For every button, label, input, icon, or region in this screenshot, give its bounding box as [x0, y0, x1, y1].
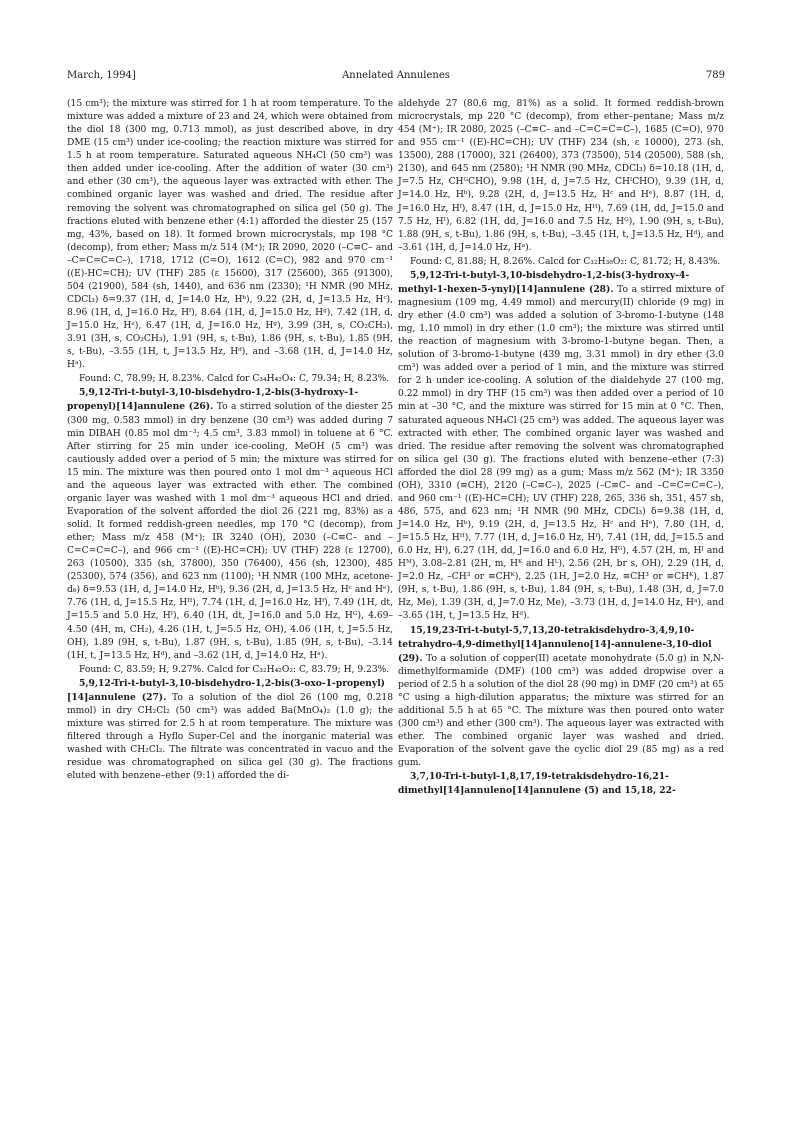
compound-heading: 5,9,12-Tri-t-butyl-3,10-bisdehydro-1,2-bis(3-oxo-1-propenyl)[14]annulene (27).	[67, 677, 385, 703]
compound-heading: 5,9,12-Tri-t-butyl-3,10-bisdehydro-1,2-bis(3-hydroxy-4-methyl-1-hexen-5-ynyl)[14]annulene (28).	[398, 269, 690, 295]
right-column	[398, 97, 724, 798]
paragraph	[398, 97, 724, 255]
paragraph-text: (15 cm³); the mixture was stirred for 1 h at room temperature. To the mixture was added a mixture of 23 and 24, which were obtained from the diol 18 (300 mg, 0.713 mmol), as just described above, in dry DME (15 cm³) under ice-cooling; the reaction mixture was stirred for 1.5 h at room temperature. Saturated aqueous NH₄Cl (50 cm³) was then added under ice-cooling. After the addition of water (30 cm³) and ether (30 cm³), the aqueous layer was extracted with ether. The combined organic layer was washed and dried. The residue after removing the solvent was chromatographed on silica gel (50 g). The fractions eluted with benzene ether (4:1) afforded the diester 25 (157 mg, 43%, based on 18). It formed brown microcrystals, mp 198 °C (decomp), from ether; Mass m/z 514 (M⁺); IR 2090, 2020 (–C≡C– and –C=C=C=C–), 1718, 1712 (C=O), 1612 (C=C), 982 and 970 cm⁻¹ ((E)-HC=CH); UV (THF) 285 (ε 15600), 317 (25600), 365 (91300), 504 (21900), 584 (sh, 1440), and 636 nm (2330); ¹H NMR (90 MHz, CDCl₃) δ=9.37 (1H, d, J=14.0 Hz, Hᵇ), 9.22 (2H, d, J=13.5 Hz, Hᶜ), 8.96 (1H, d, J=16.0 Hz, Hᶠ), 8.64 (1H, d, J=15.0 Hz, Hᵍ), 7.42 (1H, d, J=15.0 Hz, Hᵉ), 6.47 (1H, d, J=16.0 Hz, Hᵍ), 3.99 (3H, s, CO₂CH₃), 3.91 (3H, s, CO₂CH₃), 1.91 (9H, s, t-Bu), 1.86 (9H, s, t-Bu), 1.85 (9H, s, t-Bu), –3.55 (1H, t, J=13.5 Hz, Hᵈ), and –3.68 (1H, d, J=14.0 Hz, Hᵃ).	[67, 99, 393, 371]
paragraph-text: To a stirred solution of the diester 25 (300 mg, 0.583 mmol) in dry benzene (30 cm³) was added during 7 min DIBAH (0.85 mol dm⁻³; 4.5 cm³, 3.83 mmol) in toluene at 6 °C. After stirring for 25 min under ice-cooling, MeOH (5 cm³) was cautiously added over a period of 5 min; the mixture was stirred for 15 min. The mixture was then poured onto 1 mol dm⁻³ aqueous HCl and the aqueous layer was extracted with ether. The combined organic layer was washed with 1 mol dm⁻³ aqueous HCl and dried. Evaporation of the solvent afforded the diol 26 (221 mg, 83%) as a solid. It formed reddish-green needles, mp 170 °C (decomp), from ether; Mass m/z 458 (M⁺); IR 3240 (OH), 2030 (–C≡C– and –C=C=C=C–), and 966 cm⁻¹ ((E)-HC=CH); UV (THF) 228 (ε 12700), 263 (10500), 335 (sh, 37800), 350 (76400), 456 (sh, 12300), 485 (25300), 574 (356), and 623 nm (1100); ¹H NMR (100 MHz, acetone-d₆) δ=9.53 (1H, d, J=14.0 Hz, Hᵇ), 9.36 (2H, d, J=13.5 Hz, Hᶜ and Hᵉ), 7.76 (1H, d, J=15.5 Hz, Hᴴ), 7.74 (1H, d, J=16.0 Hz, Hᶠ), 7.49 (1H, dt, J=15.5 and 5.0 Hz, Hᴵ), 6.40 (1H, dt, J=16.0 and 5.0 Hz, Hᴳ), 4.69–4.50 (4H, m, CH₂), 4.26 (1H, t, J=5.5 Hz, OH), 4.06 (1H, t, J=5.5 Hz, OH), 1.89 (9H, s, t-Bu), 1.87 (9H, s, t-Bu), 1.85 (9H, s, t-Bu), –3.14 (1H, t, J=13.5 Hz, Hᵈ), and –3.62 (1H, d, J=14.0 Hz, Hᵃ).	[67, 402, 393, 661]
left-column	[67, 97, 393, 783]
paragraph	[67, 386, 393, 662]
paragraph	[67, 677, 393, 784]
compound-heading: 5,9,12-Tri-t-butyl-3,10-bisdehydro-1,2-bis(3-hydroxy-1-propenyl)[14]annulene (26).	[67, 387, 359, 413]
paragraph-text: To a solution of copper(II) acetate monohydrate (5.0 g) in N,N-dimethylformamide (DMF) (100 cm³) was added dropwise over a period of 2.5 h a solution of the diol 28 (90 mg) in DMF (20 cm³) at 65 °C using a high-dilution apparatus; the mixture was stirred for an additional 5.5 h at 65 °C. The mixture was then poured onto water (300 cm³) and ether (300 cm³). The aqueous layer was extracted with ether. The combined organic layer was washed and dried. Evaporation of the solvent gave the cyclic diol 29 (85 mg) as a red gum.	[398, 653, 724, 769]
paragraph-text: Found: C, 81.88; H, 8.26%. Calcd for C₃₂H₃₈O₂: C, 81.72; H, 8.43%.	[410, 256, 721, 267]
paragraph-text: Found: C, 78.99; H, 8.23%. Calcd for C₃₄H₄₂O₄: C, 79.34; H, 8.23%.	[79, 374, 390, 385]
paragraph-text: aldehyde 27 (80.6 mg, 81%) as a solid. It formed reddish-brown microcrystals, mp 220 °C (decomp), from ether–pentane; Mass m/z 454 (M⁺); IR 2080, 2025 (–C≡C– and –C=C=C=C–), 1685 (C=O), 970 and 955 cm⁻¹ ((E)-HC=CH); UV (THF) 234 (sh, ε 10000), 273 (sh, 13500), 288 (17000), 321 (26400), 373 (73500), 514 (20500), 588 (sh, 2130), and 645 nm (2580); ¹H NMR (90 MHz, CDCl₃) δ=10.18 (1H, d, J=7.5 Hz, CHᴳCHO), 9.98 (1H, d, J=7.5 Hz, CHᴵCHO), 9.39 (1H, d, J=14.0 Hz, Hᵇ), 9.28 (2H, d, J=13.5 Hz, Hᶜ and Hᵉ), 8.87 (1H, d, J=16.0 Hz, Hᶠ), 8.47 (1H, d, J=15.0 Hz, Hᴴ), 7.69 (1H, dd, J=15.0 and 7.5 Hz, Hᴵ), 6.82 (1H, dd, J=16.0 and 7.5 Hz, Hᴳ), 1.90 (9H, s, t-Bu), 1.88 (9H, s, t-Bu), 1.86 (9H, s, t-Bu), –3.45 (1H, t, J=13.5 Hz, Hᵈ), and –3.61 (1H, d, J=14.0 Hz, Hᵃ).	[398, 99, 724, 253]
paragraph	[67, 97, 393, 372]
paragraph-text: To a stirred mixture of magnesium (109 mg, 4.49 mmol) and mercury(II) chloride (9 mg) in dry ether (4.0 cm³) was added a solution of 3-bromo-1-butyne (148 mg, 1.10 mmol) in dry ether (1.0 cm³); the mixture was stirred until the reaction of magnesium with 3-bromo-1-butyne began. Then, a solution of 3-bromo-1-butyne (439 mg, 3.31 mmol) in dry ether (3.0 cm³) was added over a period of 1 min, and the mixture was stirred for 2 h under ice-cooling. A solution of the dialdehyde 27 (100 mg, 0.22 mmol) in dry THF (15 cm³) was then added over a period of 10 min at –30 °C, and the mixture was stirred for 15 min at 0 °C. Then, saturated aqueous NH₄Cl (25 cm³) was added. The aqueous layer was extracted with ether. The combined organic layer was washed and dried. The residue after removing the solvent was chromatographed on silica gel (30 g). The fractions eluted with benzene–ether (7:3) afforded the diol 28 (99 mg) as a gum; Mass m/z 562 (M⁺); IR 3350 (OH), 3310 (≡CH), 2120 (–C≡C–), 2025 (–C≡C– and –C=C=C=C–), and 960 cm⁻¹ ((E)-HC=CH); UV (THF) 228, 265, 336 sh, 351, 457 sh, 486, 575, and 623 nm; ¹H NMR (90 MHz, CDCl₃) δ=9.38 (1H, d, J=14.0 Hz, Hᵇ), 9.19 (2H, d, J=13.5 Hz, Hᶜ and Hᵉ), 7.80 (1H, d, J=15.5 Hz, Hᴴ), 7.77 (1H, d, J=16.0 Hz, Hᶠ), 7.41 (1H, dd, J=15.5 and 6.0 Hz, Hᴵ), 6.27 (1H, dd, J=16.0 and 6.0 Hz, Hᴳ), 4.57 (2H, m, Hᴶ and Hᴹ), 3.08–2.81 (2H, m, Hᴷ and Hᴸ), 2.56 (2H, br s, OH), 2.29 (1H, d, J=2.0 Hz, –CH³ or ≡CHᴷ), 2.25 (1H, J=2.0 Hz, ≡CH³ or ≡CHᴷ), 1.87 (9H, s, t-Bu), 1.86 (9H, s, t-Bu), 1.84 (9H, s, t-Bu), 1.48 (3H, d, J=7.0 Hz, Me), 1.39 (3H, d, J=7.0 Hz, Me), –3.73 (1H, d, J=14.0 Hz, Hᵃ), and –3.65 (1H, t, J=13.5 Hz, Hᵈ).	[398, 284, 724, 622]
paragraph	[398, 269, 724, 624]
compound-heading: 15,19,23-Tri-t-butyl-5,7,13,20-tetrakisdehydro-3,4,9,10-tetrahydro-4,9-dimethyl[14]annuleno[14]-annulene-3,10-diol (29).	[398, 624, 712, 664]
paragraph-text: To a solution of the diol 26 (100 mg, 0.218 mmol) in dry CH₂Cl₂ (50 cm³) was added Ba(MnO₄)₂ (1.0 g); the mixture was stirred for 2.5 h at room temperature. The mixture was filtered through a Hyflo Super-Cel and the inorganic material was washed with CH₂Cl₂. The filtrate was concentrated in vacuo and the residue was chromatographed on silica gel (30 g). The fractions eluted with benzene–ether (9:1) afforded the di-	[67, 692, 393, 782]
paragraph	[67, 663, 393, 677]
paragraph	[398, 770, 724, 798]
header-title: Annelated Annulenes	[342, 70, 450, 81]
paragraph	[398, 255, 724, 269]
paragraph	[398, 624, 724, 771]
running-header	[67, 70, 725, 84]
page-number: 789	[705, 70, 725, 81]
paragraph-text: Found: C, 83.59; H, 9.27%. Calcd for C₃₂H₄₂O₂: C, 83.79; H, 9.23%.	[79, 664, 390, 675]
compound-heading: 3,7,10-Tri-t-butyl-1,8,17,19-tetrakisdehydro-16,21-dimethyl[14]annuleno[14]annulene (5) and 15,18, 22-	[398, 771, 676, 797]
paragraph	[67, 372, 393, 386]
header-date: March, 1994]	[67, 70, 136, 81]
